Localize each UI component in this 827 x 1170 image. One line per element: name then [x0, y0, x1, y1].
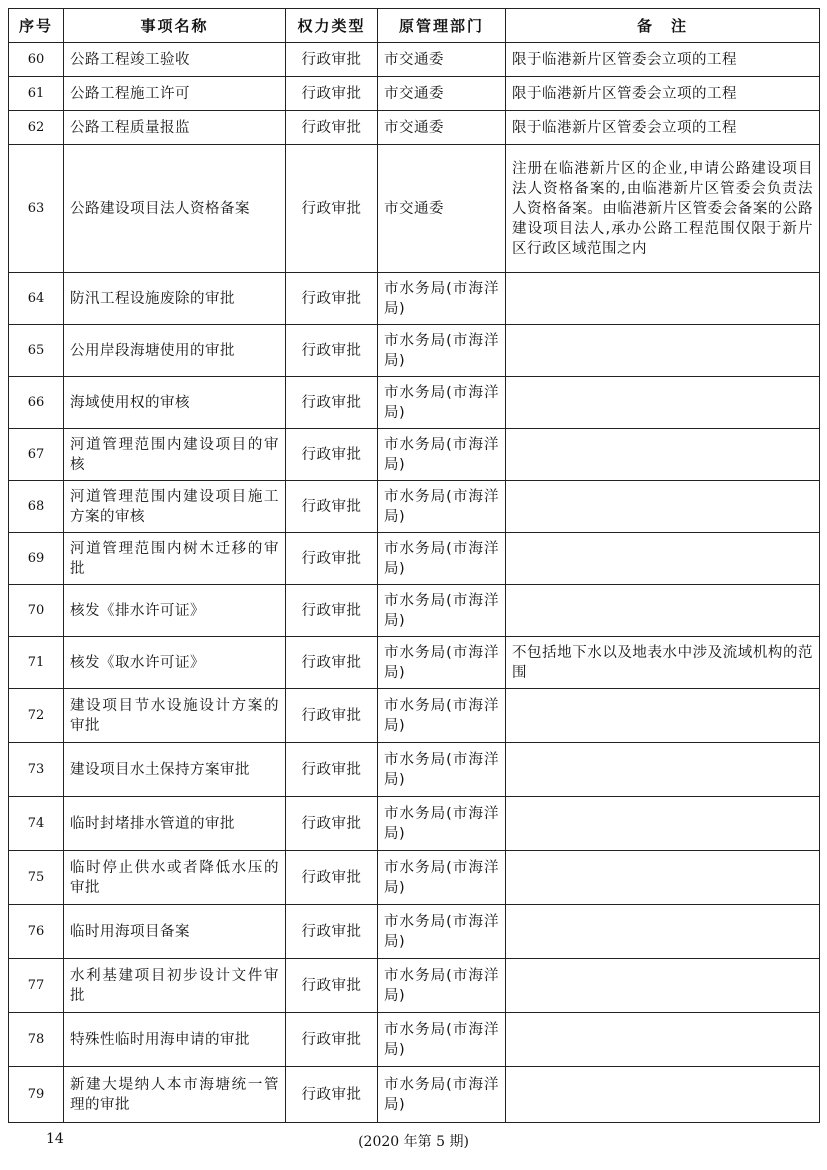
table-row	[9, 273, 820, 325]
row-seq: 71	[9, 637, 64, 689]
row-power-type: 行政审批	[286, 585, 378, 637]
row-department: 市水务局(市海洋局)	[378, 481, 506, 533]
row-department: 市水务局(市海洋局)	[378, 585, 506, 637]
table-row	[9, 481, 820, 533]
row-note	[506, 273, 820, 325]
row-power-type: 行政审批	[286, 797, 378, 851]
row-department: 市交通委	[378, 77, 506, 111]
table-header-row	[9, 9, 820, 43]
row-note: 不包括地下水以及地表水中涉及流域机构的范围	[506, 637, 820, 689]
row-power-type: 行政审批	[286, 145, 378, 273]
row-note	[506, 585, 820, 637]
row-item-name: 核发《排水许可证》	[64, 585, 286, 637]
row-department: 市水务局(市海洋局)	[378, 325, 506, 377]
row-seq: 61	[9, 77, 64, 111]
row-note	[506, 533, 820, 585]
row-seq: 77	[9, 959, 64, 1013]
row-department: 市水务局(市海洋局)	[378, 851, 506, 905]
row-note	[506, 905, 820, 959]
row-item-name: 河道管理范围内树木迁移的审批	[64, 533, 286, 585]
row-seq: 65	[9, 325, 64, 377]
row-department: 市水务局(市海洋局)	[378, 1067, 506, 1123]
row-seq: 60	[9, 43, 64, 77]
row-department: 市交通委	[378, 145, 506, 273]
row-item-name: 公用岸段海塘使用的审批	[64, 325, 286, 377]
row-seq: 62	[9, 111, 64, 145]
row-seq: 72	[9, 689, 64, 743]
row-note	[506, 481, 820, 533]
table-row	[9, 377, 820, 429]
table-row	[9, 959, 820, 1013]
table-row	[9, 585, 820, 637]
row-seq: 67	[9, 429, 64, 481]
row-power-type: 行政审批	[286, 533, 378, 585]
row-power-type: 行政审批	[286, 429, 378, 481]
row-department: 市水务局(市海洋局)	[378, 637, 506, 689]
row-power-type: 行政审批	[286, 43, 378, 77]
row-note	[506, 689, 820, 743]
row-power-type: 行政审批	[286, 1013, 378, 1067]
row-note	[506, 1067, 820, 1123]
row-item-name: 公路工程竣工验收	[64, 43, 286, 77]
header-type: 权力类型	[286, 9, 378, 43]
row-power-type: 行政审批	[286, 637, 378, 689]
row-item-name: 河道管理范围内建设项目施工方案的审核	[64, 481, 286, 533]
table-row	[9, 743, 820, 797]
row-department: 市水务局(市海洋局)	[378, 429, 506, 481]
row-note: 限于临港新片区管委会立项的工程	[506, 43, 820, 77]
table-row	[9, 43, 820, 77]
row-seq: 76	[9, 905, 64, 959]
row-item-name: 新建大堤纳人本市海塘统一管理的审批	[64, 1067, 286, 1123]
row-item-name: 河道管理范围内建设项目的审核	[64, 429, 286, 481]
table-row	[9, 905, 820, 959]
row-item-name: 防汛工程设施废除的审批	[64, 273, 286, 325]
row-department: 市水务局(市海洋局)	[378, 959, 506, 1013]
row-note	[506, 743, 820, 797]
row-note	[506, 959, 820, 1013]
header-note: 备 注	[506, 9, 820, 43]
row-item-name: 海域使用权的审核	[64, 377, 286, 429]
row-power-type: 行政审批	[286, 481, 378, 533]
row-department: 市交通委	[378, 111, 506, 145]
table-row	[9, 851, 820, 905]
row-note: 限于临港新片区管委会立项的工程	[506, 111, 820, 145]
row-power-type: 行政审批	[286, 111, 378, 145]
row-department: 市水务局(市海洋局)	[378, 905, 506, 959]
row-item-name: 公路工程施工许可	[64, 77, 286, 111]
row-seq: 69	[9, 533, 64, 585]
row-power-type: 行政审批	[286, 905, 378, 959]
table-row	[9, 689, 820, 743]
header-dept: 原管理部门	[378, 9, 506, 43]
row-power-type: 行政审批	[286, 959, 378, 1013]
row-seq: 78	[9, 1013, 64, 1067]
row-note	[506, 377, 820, 429]
table-row	[9, 1067, 820, 1123]
row-note	[506, 429, 820, 481]
row-seq: 74	[9, 797, 64, 851]
row-note	[506, 1013, 820, 1067]
page-number: 14	[46, 1131, 64, 1147]
row-department: 市水务局(市海洋局)	[378, 377, 506, 429]
row-power-type: 行政审批	[286, 1067, 378, 1123]
row-department: 市水务局(市海洋局)	[378, 1013, 506, 1067]
row-seq: 63	[9, 145, 64, 273]
row-seq: 70	[9, 585, 64, 637]
table-row	[9, 533, 820, 585]
row-department: 市水务局(市海洋局)	[378, 273, 506, 325]
row-power-type: 行政审批	[286, 77, 378, 111]
row-item-name: 建设项目节水设施设计方案的审批	[64, 689, 286, 743]
table-row	[9, 429, 820, 481]
row-seq: 68	[9, 481, 64, 533]
table-row	[9, 145, 820, 273]
row-department: 市水务局(市海洋局)	[378, 743, 506, 797]
table-row	[9, 1013, 820, 1067]
row-item-name: 特殊性临时用海申请的审批	[64, 1013, 286, 1067]
row-department: 市水务局(市海洋局)	[378, 689, 506, 743]
row-item-name: 建设项目水土保持方案审批	[64, 743, 286, 797]
row-note	[506, 851, 820, 905]
row-power-type: 行政审批	[286, 689, 378, 743]
row-seq: 64	[9, 273, 64, 325]
header-seq: 序号	[9, 9, 64, 43]
row-note: 限于临港新片区管委会立项的工程	[506, 77, 820, 111]
header-name: 事项名称	[64, 9, 286, 43]
row-note	[506, 797, 820, 851]
row-power-type: 行政审批	[286, 325, 378, 377]
row-note	[506, 325, 820, 377]
row-seq: 66	[9, 377, 64, 429]
items-table	[8, 8, 820, 1123]
row-item-name: 公路工程质量报监	[64, 111, 286, 145]
row-item-name: 临时封堵排水管道的审批	[64, 797, 286, 851]
row-power-type: 行政审批	[286, 851, 378, 905]
row-department: 市水务局(市海洋局)	[378, 797, 506, 851]
row-seq: 79	[9, 1067, 64, 1123]
row-item-name: 临时用海项目备案	[64, 905, 286, 959]
row-item-name: 核发《取水许可证》	[64, 637, 286, 689]
table-row	[9, 797, 820, 851]
table-row	[9, 111, 820, 145]
row-power-type: 行政审批	[286, 377, 378, 429]
row-power-type: 行政审批	[286, 273, 378, 325]
row-department: 市交通委	[378, 43, 506, 77]
row-power-type: 行政审批	[286, 743, 378, 797]
row-item-name: 水利基建项目初步设计文件审批	[64, 959, 286, 1013]
row-item-name: 临时停止供水或者降低水压的审批	[64, 851, 286, 905]
row-seq: 75	[9, 851, 64, 905]
row-note: 注册在临港新片区的企业,申请公路建设项目法人资格备案的,由临港新片区管委会负责法人资格备案。由临港新片区管委会备案的公路建设项目法人,承办公路工程范围仅限于新片区行政区域范围之内	[506, 145, 820, 273]
table-row	[9, 637, 820, 689]
table-row	[9, 325, 820, 377]
issue-label: (2020 年第 5 期)	[358, 1134, 469, 1150]
row-seq: 73	[9, 743, 64, 797]
table-row	[9, 77, 820, 111]
row-item-name: 公路建设项目法人资格备案	[64, 145, 286, 273]
row-department: 市水务局(市海洋局)	[378, 533, 506, 585]
